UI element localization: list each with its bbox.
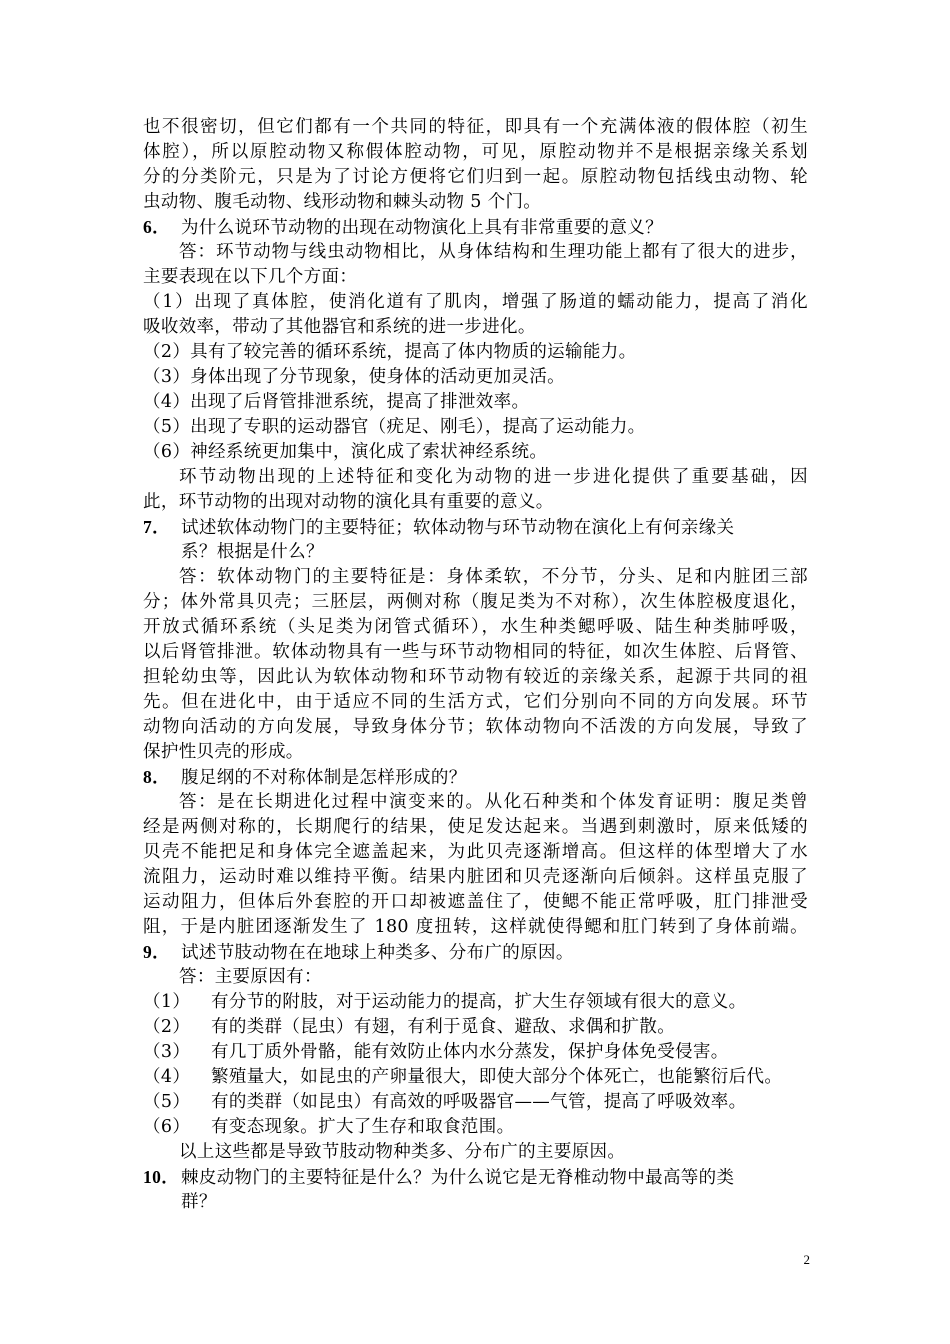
list-marker: （5）: [143, 1092, 191, 1112]
list-item: （2）具有了较完善的循环系统，提高了体内物质的运输能力。: [143, 342, 637, 362]
question-text: 群？: [181, 1192, 217, 1212]
paragraph-line: 分的分类阶元，只是为了讨论方便将它们归到一起。原腔动物包括线虫动物、轮: [143, 167, 808, 187]
list-item: （6）神经系统更加集中，演化成了索状神经系统。: [143, 442, 548, 462]
answer-line: 经是两侧对称的，长期爬行的结果，使足发达起来。当遇到刺激时，原来低矮的: [143, 817, 808, 837]
answer-line: 答：是在长期进化过程中演变来的。从化石种类和个体发育证明：腹足类曾: [179, 792, 808, 812]
question-number: 9．: [143, 942, 170, 962]
answer-line: 答：主要原因有：: [179, 967, 322, 987]
answer-line: 答：软体动物门的主要特征是：身体柔软，不分节，分头、足和内脏团三部: [179, 567, 808, 587]
question-10: [143, 1165, 808, 1190]
list-marker: （6）: [143, 1117, 191, 1137]
answer-line: 答：环节动物与线虫动物相比，从身体结构和生理功能上都有了很大的进步，: [179, 242, 808, 262]
answer-line: 分；体外常具贝壳；三胚层，两侧对称（腹足类为不对称），次生体腔极度退化，: [143, 592, 808, 612]
question-6: [143, 215, 808, 240]
question-text: 为什么说环节动物的出现在动物演化上具有非常重要的意义？: [181, 218, 663, 238]
answer-line: 动物向活动的方向发展，导致身体分节；软体动物向不活泼的方向发展，导致了: [143, 717, 808, 737]
question-text: 系？根据是什么？: [181, 542, 324, 562]
question-text: 腹足纲的不对称体制是怎样形成的？: [181, 768, 467, 788]
answer-line: 先。但在进化中，由于适应不同的生活方式，它们分别向不同的方向发展。环节: [143, 692, 808, 712]
list-item: （5）出现了专职的运动器官（疣足、刚毛），提高了运动能力。: [143, 417, 646, 437]
list-item: [143, 1115, 808, 1140]
list-item: [143, 1040, 808, 1065]
list-item: [143, 1065, 808, 1090]
answer-line: 保护性贝壳的形成。: [143, 742, 304, 762]
answer-line: 阻，于是内脏团逐渐发生了 180 度扭转，这样就使得鳃和肛门转到了身体前端。: [143, 917, 808, 937]
question-number: 10．: [143, 1167, 180, 1187]
answer-line: 主要表现在以下几个方面：: [143, 267, 358, 287]
page-number: 2: [803, 1252, 810, 1267]
paragraph-line: 体腔），所以原腔动物又称假体腔动物，可见，原腔动物并不是根据亲缘关系划: [143, 142, 808, 162]
question-8: [143, 765, 808, 790]
conclusion-line: 环节动物出现的上述特征和变化为动物的进一步进化提供了重要基础，因: [179, 467, 808, 487]
answer-line: 担轮幼虫等，因此认为软体动物和环节动物有较近的亲缘关系，起源于共同的祖: [143, 667, 808, 687]
question-number: 6．: [143, 217, 170, 237]
list-marker: （4）: [143, 1067, 191, 1087]
list-marker: （1）: [143, 992, 191, 1012]
list-item-text: 有的类群（昆虫）有翅，有利于觅食、避敌、求偶和扩散。: [211, 1017, 676, 1037]
question-7: [143, 515, 808, 540]
answer-line: 运动阻力，但体后外套腔的开口却被遮盖住了，使鳃不能正常呼吸，肛门排泄受: [143, 892, 808, 912]
list-item: （4）出现了后肾管排泄系统，提高了排泄效率。: [143, 392, 530, 412]
answer-line: 流阻力，运动时难以维持平衡。结果内脏团和贝壳逐渐向后倾斜。这样虽克服了: [143, 867, 808, 887]
list-item-text: 有的类群（如昆虫）有高效的呼吸器官——气管，提高了呼吸效率。: [211, 1092, 747, 1112]
question-text: 试述软体动物门的主要特征；软体动物与环节动物在演化上有何亲缘关: [181, 518, 735, 538]
list-item-text: 有变态现象。扩大了生存和取食范围。: [211, 1117, 515, 1137]
paragraph-line: 虫动物、腹毛动物、线形动物和棘头动物 5 个门。: [143, 192, 542, 212]
conclusion-line: 以上这些都是导致节肢动物种类多、分布广的主要原因。: [179, 1142, 626, 1162]
answer-line: 贝壳不能把足和身体完全遮盖起来，为此贝壳逐渐增高。但这样的体型增大了水: [143, 842, 808, 862]
list-marker: （3）: [143, 1042, 191, 1062]
list-item: （3）身体出现了分节现象，使身体的活动更加灵活。: [143, 367, 566, 387]
paragraph-line: 也不很密切，但它们都有一个共同的特征，即具有一个充满体液的假体腔（初生: [143, 117, 808, 137]
list-item-text: 繁殖量大，如昆虫的产卵量很大，即使大部分个体死亡，也能繁衍后代。: [211, 1067, 783, 1087]
list-item: [143, 1090, 808, 1115]
question-text: 棘皮动物门的主要特征是什么？为什么说它是无脊椎动物中最高等的类: [181, 1168, 735, 1188]
answer-line: 以后肾管排泄。软体动物具有一些与环节动物相同的特征，如次生体腔、后肾管、: [143, 642, 808, 662]
question-number: 7．: [143, 517, 170, 537]
conclusion-line: 此，环节动物的出现对动物的演化具有重要的意义。: [143, 492, 554, 512]
list-item: [143, 1015, 808, 1040]
list-item: （1）出现了真体腔，使消化道有了肌肉，增强了肠道的蠕动能力，提高了消化: [143, 292, 808, 312]
list-item-text: 有分节的附肢，对于运动能力的提高，扩大生存领域有很大的意义。: [211, 992, 747, 1012]
list-item: [143, 990, 808, 1015]
question-9: [143, 940, 808, 965]
list-item: 吸收效率，带动了其他器官和系统的进一步进化。: [143, 317, 536, 337]
list-item-text: 有几丁质外骨骼，能有效防止体内水分蒸发，保护身体免受侵害。: [211, 1042, 729, 1062]
list-marker: （2）: [143, 1017, 191, 1037]
answer-line: 开放式循环系统（头足类为闭管式循环），水生种类鳃呼吸、陆生种类肺呼吸，: [143, 617, 808, 637]
question-text: 试述节肢动物在在地球上种类多、分布广的原因。: [181, 943, 574, 963]
question-number: 8．: [143, 767, 170, 787]
